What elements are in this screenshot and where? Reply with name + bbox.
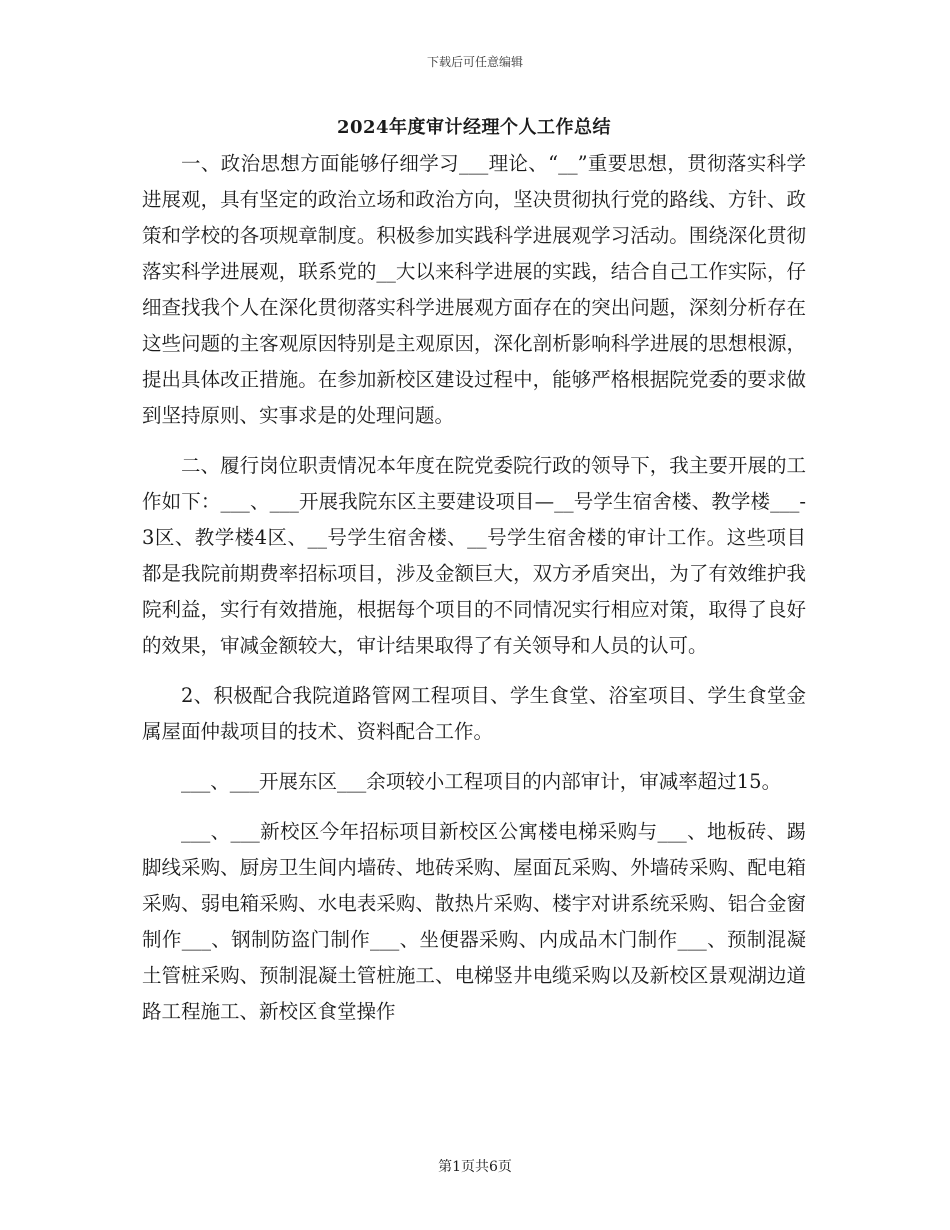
page-number: 第1页共6页 xyxy=(438,1159,512,1175)
document-body xyxy=(142,110,806,1044)
paragraph-5: ___、___新校区今年招标项目新校区公寓楼电梯采购与___、地板砖、踢脚线采购、厨房卫生间内墙砖、地砖采购、屋面瓦采购、外墙砖采购、配电箱采购、弱电箱采购、水电表采购、散热片采购、楼宇对讲系统采购、铝合金窗制作___、钢制防盗门制作___、坐便器采购、内成品木门制作___、预制混凝土管桩采购、预制混凝土管桩施工、电梯竖井电缆采购以及新校区景观湖边道路工程施工、新校区食堂操作 xyxy=(142,820,806,1023)
header-note: 下载后可任意编辑 xyxy=(426,55,523,69)
paragraph-2: 二、履行岗位职责情况本年度在院党委院行政的领导下，我主要开展的工作如下：___、___开展我院东区主要建设项目—__号学生宿舍楼、教学楼___-3区、教学楼4区、__号学生宿舍楼、__号学生宿舍楼的审计工作。这些项目都是我院前期费率招标项目，涉及金额巨大，双方矛盾突出，为了有效维护我院利益，实行有效措施，根据每个项目的不同情况实行相应对策，取得了良好的效果，审减金额较大，审计结果取得了有关领导和人员的认可。 xyxy=(142,454,806,657)
paragraph-1: 一、政治思想方面能够仔细学习___理论、“__”重要思想，贯彻落实科学进展观，具有坚定的政治立场和政治方向，坚决贯彻执行党的路线、方针、政策和学校的各项规章制度。积极参加实践科学进展观学习活动。围绕深化贯彻落实科学进展观，联系党的__大以来科学进展的实践，结合自己工作实际，仔细查找我个人在深化贯彻落实科学进展观方面存在的突出问题，深刻分析存在这些问题的主客观原因特别是主观原因，深化剖析影响科学进展的思想根源，提出具体改正措施。在参加新校区建设过程中，能够严格根据院党委的要求做到坚持原则、实事求是的处理问题。 xyxy=(142,152,806,427)
document-title: 2024年度审计经理个人工作总结 xyxy=(336,117,612,138)
paragraph-3: 2、积极配合我院道路管网工程项目、学生食堂、浴室项目、学生食堂金属屋面仲裁项目的技术、资料配合工作。 xyxy=(142,684,806,743)
paragraph-4: ___、___开展东区___余项较小工程项目的内部审计，审减率超过15。 xyxy=(181,770,782,793)
